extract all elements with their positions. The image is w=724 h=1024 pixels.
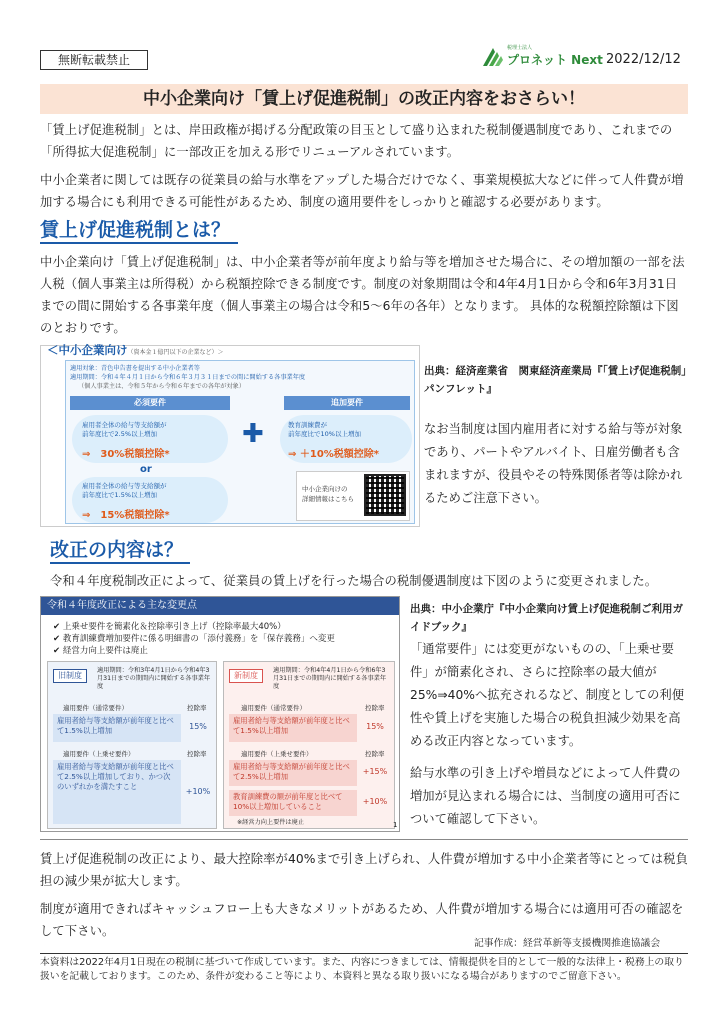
new-normal-requirement: 雇用者給与等支給額が前年度と比べて1.5%以上増加 xyxy=(229,714,357,742)
req1-line1: 雇用者全体の給与等支給額が xyxy=(82,421,167,429)
additional-heading: 追加要件 xyxy=(284,396,410,410)
footer-divider xyxy=(40,953,688,954)
section2-side-1: 「通常要件」には変更がないものの、「上乗せ要件」が簡素化され、さらに控除率の最大値が25%⇒40%へ拡充されるなど、制度としての利便性や賃上げを実施した場合の税負担減少効果を高める改正内容となっています。 xyxy=(410,642,685,748)
qr-label-2: 詳細情報はこちら xyxy=(302,495,354,503)
new-extra-head: 適用要件（上乗せ要件） xyxy=(241,750,313,758)
old-normal-head: 適用要件（通常要件） xyxy=(63,704,128,712)
section1-side-note: なお当制度は国内雇用者に対する給与等が対象であり、パートやアルバイト、日雇労働者も含まれますが、役員やその特殊関係者等は除かれるためご注意下さい。 xyxy=(424,422,683,505)
add-line1: 教育訓練費が xyxy=(288,421,327,429)
req2-percent: ⇒ 15%税額控除* xyxy=(82,510,170,521)
revision-figure xyxy=(40,596,400,832)
check-icon: ✔ xyxy=(53,646,63,656)
figure1-target: 適用対象：青色申告書を提出する中小企業者等 xyxy=(70,365,200,372)
old-rate-head: 控除率 xyxy=(187,704,207,712)
figure2-page-number: 1 xyxy=(393,821,398,829)
divider xyxy=(40,839,688,840)
old-period: 適用期間：令和3年4月1日から令和4年3月31日までの期間内に開始する各事業年度 xyxy=(97,667,211,690)
qr-label-1: 中小企業向けの xyxy=(302,485,348,493)
check-item-1: ✔ 上乗せ要件を簡素化＆控除率引き上げ（控除率最大40%） xyxy=(53,622,286,632)
add-line2: 前年度比で10%以上増加 xyxy=(288,430,361,438)
old-extra-head: 適用要件（上乗せ要件） xyxy=(63,750,135,758)
conclusion-paragraph-2: 制度が適用できればキャッシュフロー上も大きなメリットがあるため、人件費が増加する場合には適用可否の確認をして下さい。 xyxy=(40,902,684,938)
or-label: or xyxy=(140,464,152,475)
figure1-source: 出典：経済産業省 関東経済産業局『「賃上げ促進税制」パンフレット』 xyxy=(424,365,687,395)
no-reprint-stamp: 無断転載禁止 xyxy=(40,50,148,70)
figure2-source: 出典：中小企業庁『中小企業向け賃上げ促進税制ご利用ガイドブック』 xyxy=(410,603,683,633)
new-extra-requirement-1: 雇用者給与等支給額が前年度と比べて2.5%以上増加 xyxy=(229,760,357,786)
req2-line2: 前年度比で1.5%以上増加 xyxy=(82,491,158,499)
new-extra-rate-2: +10% xyxy=(362,797,388,806)
req1-line2: 前年度比で2.5%以上増加 xyxy=(82,430,158,438)
add-percent: ⇒ ＋10%税額控除* xyxy=(288,449,380,460)
req2-line1: 雇用者全体の給与等支給額が xyxy=(82,482,167,490)
intro-paragraph-2: 中小企業者に関しては既存の従業員の給与水準をアップした場合だけでなく、事業規模拡大などに伴って人件費が増加する場合にも利用できる可能性があるため、制度の適用要件をしっかりと確認する必要があります。 xyxy=(40,173,684,209)
conclusion-paragraph-1: 賃上げ促進税制の改正により、最大控除率が40%まで引き上げられ、人件費が増加する中小企業者等にとっては税負担の減少果が拡大します。 xyxy=(40,852,688,888)
old-extra-rate-head: 控除率 xyxy=(187,750,207,758)
section2-lead: 令和４年度税制改正によって、従業員の賃上げを行った場合の税制優遇制度は下図のように変更されました。 xyxy=(50,574,658,588)
new-rate-head: 控除率 xyxy=(365,704,385,712)
tax-credit-figure xyxy=(40,345,420,527)
figure1-period: 適用期間：令和４年４月１日から令和６年３月３１日までの間に開始する各事業年度 xyxy=(70,374,306,381)
article-credit: 記事作成：経営革新等支援機関推進協議会 xyxy=(474,938,661,949)
qr-code-icon[interactable] xyxy=(364,474,406,516)
new-system-label: 新制度 xyxy=(229,669,263,683)
section-heading-changes: 改正の内容は？ xyxy=(50,538,190,564)
new-normal-head: 適用要件（通常要件） xyxy=(241,704,306,712)
logo-subtitle: 税理士法人 xyxy=(507,45,533,51)
new-extra-requirement-2: 教育訓練費の額が前年度と比べて10%以上増加していること xyxy=(229,790,357,816)
section1-body: 中小企業向け「賃上げ促進税制」は、中小企業者等が前年度より給与等を増加させた場合に、その増加額の一部を法人税（個人事業主は所得税）から税額控除できる制度です。制度の対象期間は令和4年4月1日から令和6年3月31日までの間に開始する各事業年度（個人事業主の場合は令和5～6年の各年）となります。 具体的な税額控除額は下図のとおりです。 xyxy=(40,255,685,335)
disclaimer: 本資料は2022年4月1日現在の税制に基づいて作成しています。また、内容につきましては、情報提供を目的として一般的な法律上・税務上の取り扱いを記載しております。このため、条件が変わること等により、本資料と異なる取り扱いになる場合がありますのでご留意下さい。 xyxy=(40,957,684,982)
figure1-period-note: （個人事業主は、令和５年から令和６年までの各年が対象） xyxy=(78,383,246,390)
old-normal-rate: 15% xyxy=(189,722,207,731)
check-item-2: ✔ 教育訓練費増加要件に係る明細書の「添付義務」を「保存義務」へ変更 xyxy=(53,634,335,644)
old-extra-requirement: 雇用者給与等支給額が前年度と比べて2.5%以上増加しており、かつ次のいずれかを満たすこと xyxy=(53,760,181,824)
plus-icon: ✚ xyxy=(242,419,264,449)
figure1-heading: ＜中小企業向け（資本金１億円以下の企業など）＞ xyxy=(47,343,224,357)
check-icon: ✔ xyxy=(53,634,63,644)
old-system-label: 旧制度 xyxy=(53,669,87,683)
new-system-note: ※経営力向上要件は廃止 xyxy=(237,819,305,826)
check-item-3: ✔ 経営力向上要件は廃止 xyxy=(53,646,148,656)
issue-date: 2022/12/12 xyxy=(606,52,681,67)
old-normal-requirement: 雇用者給与等支給額が前年度と比べて1.5%以上増加 xyxy=(53,714,181,742)
leaf-logo-icon xyxy=(481,44,505,68)
new-extra-rate-head: 控除率 xyxy=(365,750,385,758)
new-extra-rate-1: +15% xyxy=(362,767,388,776)
old-extra-rate: +10% xyxy=(185,787,211,796)
req1-percent: ⇒ 30%税額控除* xyxy=(82,449,170,460)
section-heading-what-is: 賃上げ促進税制とは？ xyxy=(40,218,238,244)
logo-name: プロネット Next xyxy=(507,53,603,67)
new-period: 適用期間：令和4年4月1日から令和6年3月31日までの期間内に開始する各事業年度 xyxy=(273,667,387,690)
required-heading: 必須要件 xyxy=(70,396,230,410)
new-normal-rate: 15% xyxy=(366,722,384,731)
figure2-heading: 令和４年度改正による主な変更点 xyxy=(41,597,399,615)
company-logo xyxy=(481,44,611,70)
page-title: 中小企業向け「賃上げ促進税制」の改正内容をおさらい！ xyxy=(40,84,688,114)
intro-paragraph-1: 「賃上げ促進税制」とは、岸田政権が掲げる分配政策の目玉として盛り込まれた税制優遇制度であり、これまでの「所得拡大促進税制」に一部改正を加える形でリニューアルされています。 xyxy=(40,123,673,159)
section2-side-2: 給与水準の引き上げや増員などによって人件費の増加が見込まれる場合には、当制度の適用可否について確認して下さい。 xyxy=(410,766,681,826)
figure1-panel xyxy=(65,360,415,524)
check-icon: ✔ xyxy=(53,622,63,632)
